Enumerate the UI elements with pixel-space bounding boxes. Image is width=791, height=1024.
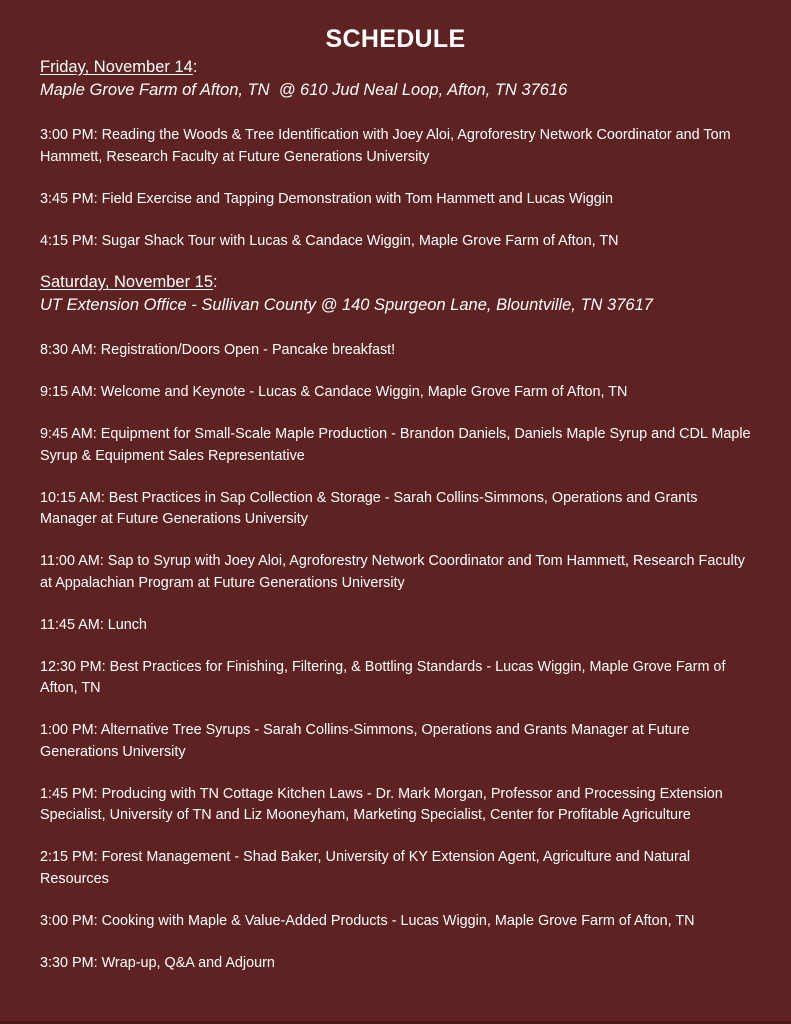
day-date: Saturday, November 15 xyxy=(40,273,214,291)
schedule-item: 10:15 AM: Best Practices in Sap Collection & Storage - Sarah Collins-Simmons, Operations and Grants Manager at Future Generations University xyxy=(40,489,698,527)
day-location: Maple Grove Farm of Afton, TN @ 610 Jud Neal Loop, Afton, TN 37616 xyxy=(40,81,568,99)
schedule-item: 9:45 AM: Equipment for Small-Scale Maple Production - Brandon Daniels, Daniels Maple Syrup and CDL Maple Syrup & Equipment Sales Representative xyxy=(40,426,751,464)
page-title: SCHEDULE xyxy=(325,25,466,53)
schedule-item: 11:45 AM: Lunch xyxy=(40,616,147,633)
schedule-item: 3:00 PM: Reading the Woods & Tree Identification with Joey Aloi, Agroforestry Network Coordinator and Tom Hammett, Research Faculty at Future Generations University xyxy=(40,127,731,165)
day-section-saturday xyxy=(40,272,751,974)
day-date-colon: : xyxy=(192,58,198,76)
day-date-colon: : xyxy=(213,273,218,291)
schedule-item: 3:30 PM: Wrap-up, Q&A and Adjourn xyxy=(40,954,275,971)
schedule-item: 1:45 PM: Producing with TN Cottage Kitchen Laws - Dr. Mark Morgan, Professor and Processing Extension Specialist, University of TN and Liz Mooneyham, Marketing Specialist, Center for Profitable Agriculture xyxy=(40,785,723,823)
schedule-list xyxy=(40,125,751,252)
day-heading xyxy=(40,57,751,77)
schedule-item: 9:15 AM: Welcome and Keynote - Lucas & Candace Wiggin, Maple Grove Farm of Afton, TN xyxy=(40,384,628,400)
schedule-item: 3:45 PM: Field Exercise and Tapping Demonstration with Tom Hammett and Lucas Wiggin xyxy=(40,190,613,207)
schedule-item: 2:15 PM: Forest Management - Shad Baker, University of KY Extension Agent, Agriculture and Natural Resources xyxy=(40,849,691,887)
schedule-item: 1:00 PM: Alternative Tree Syrups - Sarah Collins-Simmons, Operations and Grants Manager at Future Generations University xyxy=(40,722,690,760)
day-location: UT Extension Office - Sullivan County @ 140 Spurgeon Lane, Blountville, TN 37617 xyxy=(40,296,653,314)
day-heading xyxy=(40,272,751,292)
schedule-item: 11:00 AM: Sap to Syrup with Joey Aloi, Agroforestry Network Coordinator and Tom Hammett, Research Faculty at Appalachian Program at Future Generations University xyxy=(40,553,745,591)
schedule-item: 12:30 PM: Best Practices for Finishing, Filtering, & Bottling Standards - Lucas Wiggin, Maple Grove Farm of Afton, TN xyxy=(40,658,726,696)
schedule-list xyxy=(40,340,751,974)
schedule-item: 3:00 PM: Cooking with Maple & Value-Added Products - Lucas Wiggin, Maple Grove Farm of Afton, TN xyxy=(40,912,695,929)
day-section-friday xyxy=(40,57,751,252)
schedule-item: 8:30 AM: Registration/Doors Open - Pancake breakfast! xyxy=(40,342,396,358)
day-date: Friday, November 14 xyxy=(40,58,193,76)
schedule-item: 4:15 PM: Sugar Shack Tour with Lucas & Candace Wiggin, Maple Grove Farm of Afton, TN xyxy=(40,232,619,249)
